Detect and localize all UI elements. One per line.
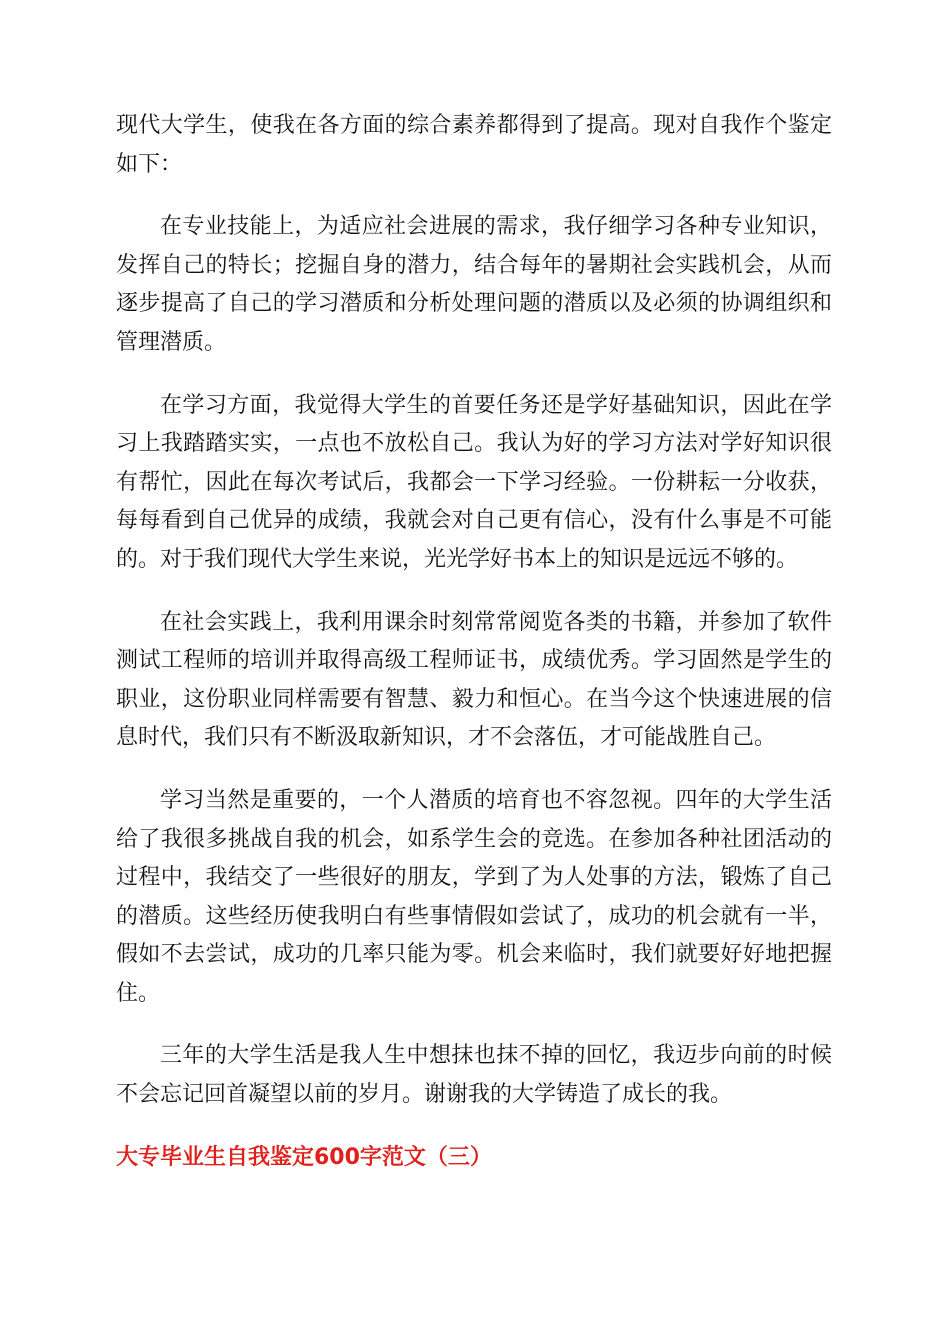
paragraph-study: 在学习方面，我觉得大学生的首要任务还是学好基础知识，因此在学习上我踏踏实实，一点也不放松自己。我认为好的学习方法对学好知识很有帮忙，因此在每次考试后，我都会一下学习经验。一份耕耘一分收获，每每看到自己优异的成绩，我就会对自己更有信心，没有什么事是不可能的。对于我们现代大学生来说，光光学好书本上的知识是远远不够的。 <box>116 392 832 572</box>
section-heading: 大专毕业生自我鉴定600字范文（三） <box>116 1144 492 1170</box>
paragraph-professional-skills: 在专业技能上，为适应社会进展的需求，我仔细学习各种专业知识，发挥自己的特长；挖掘自身的潜力，结合每年的暑期社会实践机会，从而逐步提高了自己的学习潜质和分析处理问题的潜质以及必须的协调组织和管理潜质。 <box>116 214 832 355</box>
document-body <box>116 107 832 1177</box>
paragraph-intro-continuation: 现代大学生，使我在各方面的综合素养都得到了提高。现对自我作个鉴定如下： <box>116 113 832 177</box>
paragraph-social-practice: 在社会实践上，我利用课余时刻常常阅览各类的书籍，并参加了软件测试工程师的培训并取得高级工程师证书，成绩优秀。学习固然是学生的职业，这份职业同样需要有智慧、毅力和恒心。在当今这个快速进展的信息时代，我们只有不断汲取新知识，才不会落伍，才可能战胜自己。 <box>116 609 832 751</box>
paragraph-conclusion: 三年的大学生活是我人生中想抹也抹不掉的回忆，我迈步向前的时候不会忘记回首凝望以前的岁月。谢谢我的大学铸造了成长的我。 <box>116 1043 832 1108</box>
paragraph-personal-development: 学习当然是重要的，一个人潜质的培育也不容忽视。四年的大学生活给了我很多挑战自我的机会，如系学生会的竞选。在参加各种社团活动的过程中，我结交了一些很好的朋友，学到了为人处事的方法，锻炼了自己的潜质。这些经历使我明白有些事情假如尝试了，成功的机会就有一半，假如不去尝试，成功的几率只能为零。机会来临时，我们就要好好地把握住。 <box>116 787 832 1006</box>
